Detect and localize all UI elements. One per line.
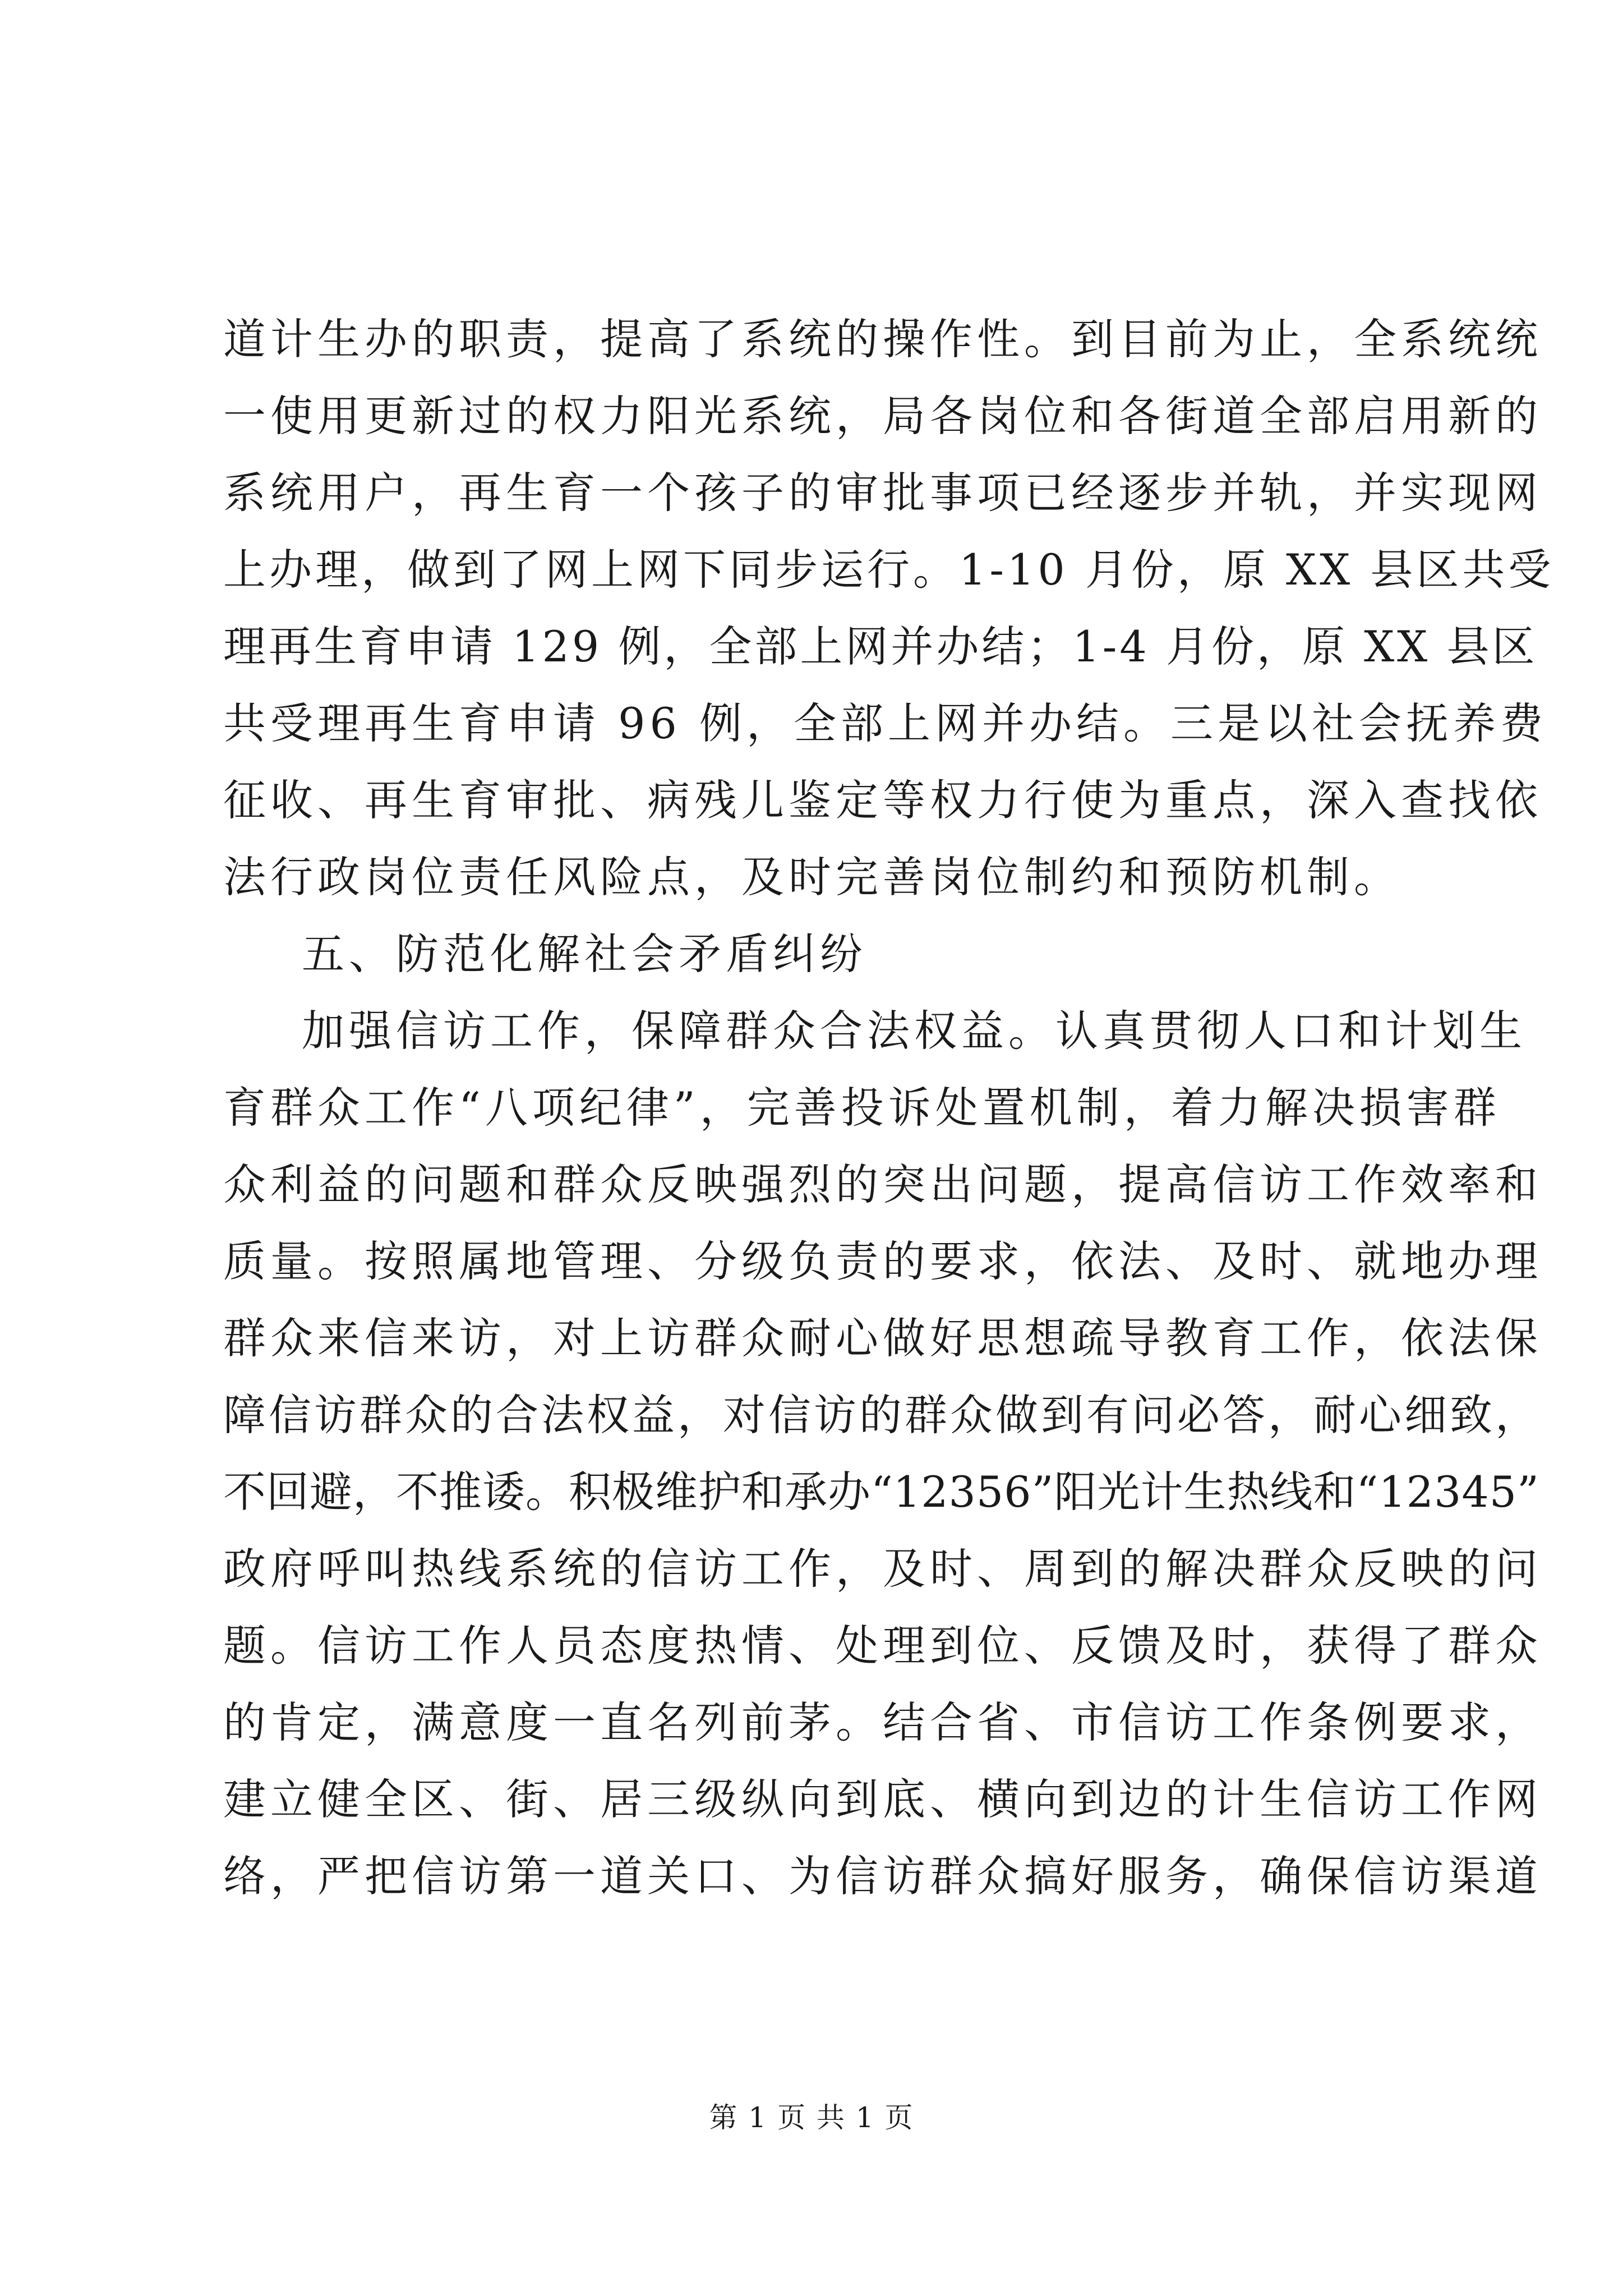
- body-line-14: 群众来信来访，对上访群众耐心做好思想疏导教育工作，依法保: [223, 1313, 1542, 1363]
- body-line-3: 系统用户，再生育一个孩子的审批事项已经逐步并轨，并实现网: [223, 468, 1542, 518]
- body-line-10: 加强信访工作，保障群众合法权益。认真贯彻人口和计划生: [302, 1006, 1527, 1056]
- body-line-7: 征收、再生育审批、病残儿鉴定等权力行使为重点，深入查找依: [223, 775, 1542, 825]
- body-line-1: 道计生办的职责，提高了系统的操作性。到目前为止，全系统统: [223, 314, 1542, 364]
- body-line-20: 建立健全区、街、居三级纵向到底、横向到边的计生信访工作网: [223, 1774, 1542, 1824]
- body-line-17: 政府呼叫热线系统的信访工作，及时、周到的解决群众反映的问: [223, 1544, 1542, 1594]
- body-line-18: 题。信访工作人员态度热情、处理到位、反馈及时，获得了群众: [223, 1621, 1542, 1671]
- body-line-21: 络，严把信访第一道关口、为信访群众搞好服务，确保信访渠道: [223, 1851, 1542, 1901]
- page-footer: 第 1 页 共 1 页: [709, 2101, 914, 2134]
- body-line-2: 一使用更新过的权力阳光系统，局各岗位和各街道全部启用新的: [223, 391, 1542, 441]
- body-line-16: 不回避，不推诿。积极维护和承办“12356”阳光计生热线和“12345”: [223, 1467, 1539, 1517]
- body-line-19: 的肯定，满意度一直名列前茅。结合省、市信访工作条例要求，: [223, 1697, 1542, 1747]
- body-line-11: 育群众工作“八项纪律”，完善投诉处置机制，着力解决损害群: [223, 1083, 1501, 1133]
- body-line-4: 上办理，做到了网上网下同步运行。1-10 月份，原 XX 县区共受: [223, 545, 1555, 595]
- section-heading: 五、防范化解社会矛盾纠纷: [302, 929, 867, 979]
- body-line-5: 理再生育申请 129 例，全部上网并办结；1-4 月份，原 XX 县区: [223, 622, 1538, 671]
- body-line-13: 质量。按照属地管理、分级负责的要求，依法、及时、就地办理: [223, 1236, 1542, 1286]
- body-line-6: 共受理再生育申请 96 例，全部上网并办结。三是以社会抚养费: [223, 698, 1548, 748]
- body-line-8: 法行政岗位责任风险点，及时完善岗位制约和预防机制。: [223, 852, 1401, 902]
- body-line-12: 众利益的问题和群众反映强烈的突出问题，提高信访工作效率和: [223, 1159, 1542, 1209]
- body-line-15: 障信访群众的合法权益，对信访的群众做到有问必答，耐心细致，: [223, 1390, 1541, 1440]
